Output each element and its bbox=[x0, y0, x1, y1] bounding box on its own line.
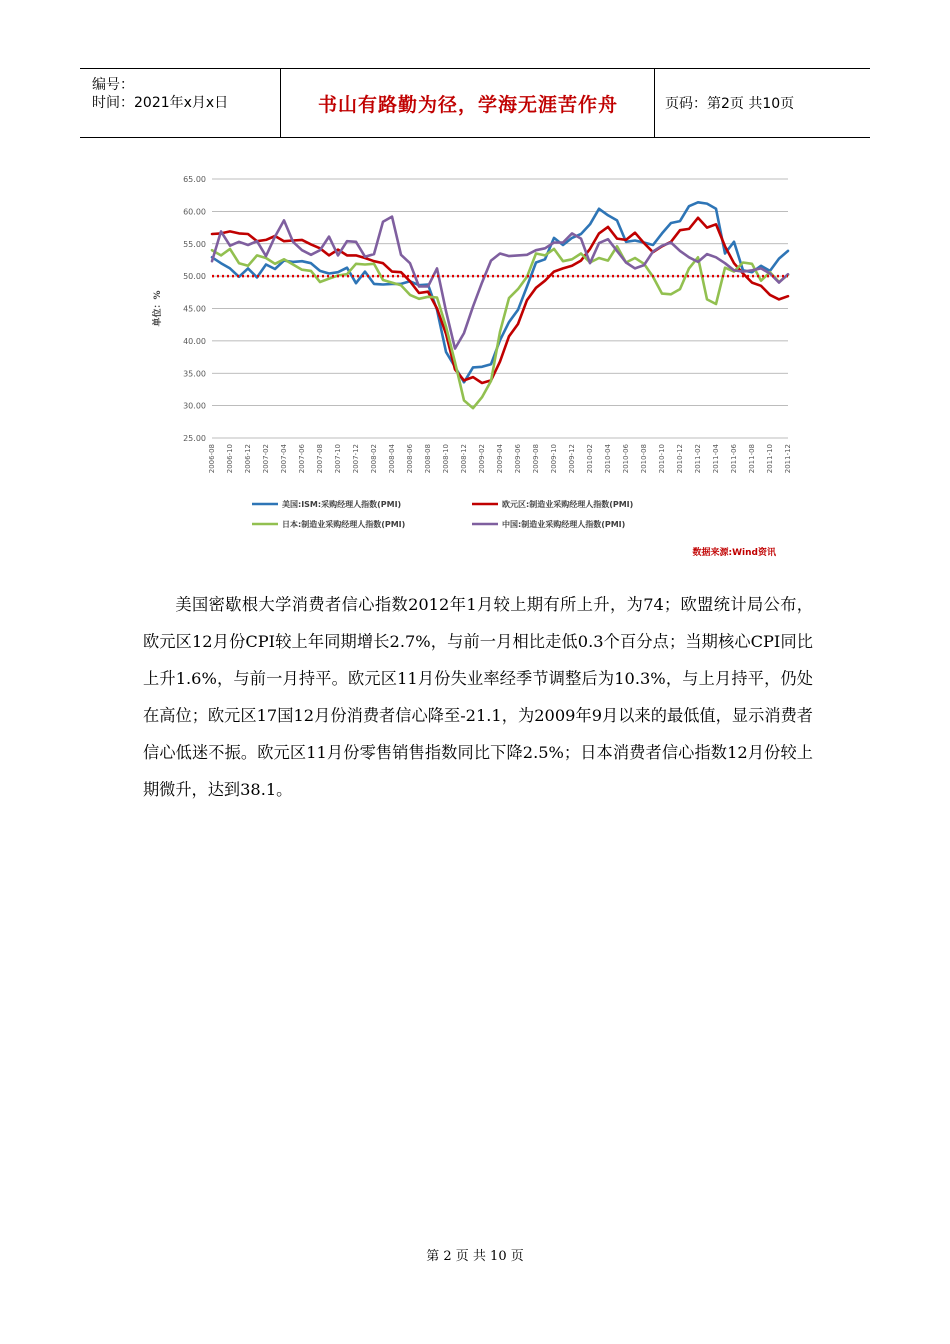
x-tick-label: 2010-12 bbox=[676, 444, 684, 474]
body-text bbox=[143, 586, 813, 808]
x-tick-label: 2007-10 bbox=[334, 444, 342, 474]
y-tick-label: 45.00 bbox=[183, 304, 206, 314]
header-motto: 书山有路勤为径，学海无涯苦作舟 bbox=[282, 69, 655, 137]
x-tick-label: 2011-08 bbox=[748, 444, 756, 474]
x-tick-label: 2007-02 bbox=[262, 444, 270, 474]
legend-entry: 美国:ISM:采购经理人指数(PMI) bbox=[282, 500, 402, 509]
page-header bbox=[80, 68, 870, 138]
y-tick-label: 25.00 bbox=[183, 434, 206, 443]
y-axis-label: 单位：% bbox=[153, 290, 163, 327]
y-tick-label: 40.00 bbox=[183, 336, 206, 346]
pmi-chart-svg bbox=[150, 163, 800, 563]
x-tick-label: 2011-12 bbox=[784, 444, 792, 474]
legend-entry: 中国:制造业采购经理人指数(PMI) bbox=[502, 520, 626, 529]
x-tick-label: 2011-04 bbox=[712, 444, 720, 474]
y-tick-label: 30.00 bbox=[183, 401, 206, 411]
chart-source: 数据来源:Wind资讯 bbox=[692, 548, 776, 558]
document-date: 时间：2021年x月x日 bbox=[92, 95, 229, 111]
x-tick-label: 2007-06 bbox=[298, 444, 306, 474]
x-tick-label: 2006-08 bbox=[208, 444, 216, 474]
y-tick-label: 60.00 bbox=[183, 207, 206, 217]
y-tick-label: 65.00 bbox=[183, 175, 206, 184]
header-meta bbox=[80, 69, 281, 137]
x-tick-label: 2010-02 bbox=[586, 444, 594, 474]
x-tick-label: 2006-10 bbox=[226, 444, 234, 474]
series-line-2 bbox=[212, 218, 788, 383]
legend-entry: 欧元区:制造业采购经理人指数(PMI) bbox=[502, 500, 634, 509]
x-tick-label: 2009-08 bbox=[532, 444, 540, 474]
legend-entry: 日本:制造业采购经理人指数(PMI) bbox=[282, 520, 406, 529]
x-tick-label: 2011-02 bbox=[694, 444, 702, 474]
x-tick-label: 2009-04 bbox=[496, 444, 504, 474]
x-tick-label: 2010-04 bbox=[604, 444, 612, 474]
x-tick-label: 2007-08 bbox=[316, 444, 324, 474]
x-tick-label: 2009-10 bbox=[550, 444, 558, 474]
x-tick-label: 2008-02 bbox=[370, 444, 378, 474]
page-footer: 第 2 页 共 10 页 bbox=[426, 1249, 524, 1264]
pmi-chart bbox=[150, 163, 800, 563]
x-tick-label: 2008-06 bbox=[406, 444, 414, 474]
y-tick-label: 55.00 bbox=[183, 239, 206, 249]
x-tick-label: 2007-04 bbox=[280, 444, 288, 474]
x-tick-label: 2008-10 bbox=[442, 444, 450, 474]
series-line-3 bbox=[212, 246, 788, 408]
x-tick-label: 2010-06 bbox=[622, 444, 630, 474]
header-page-info: 页码：第2页 共10页 bbox=[665, 96, 795, 112]
y-tick-label: 50.00 bbox=[183, 272, 206, 282]
x-tick-label: 2008-12 bbox=[460, 444, 468, 474]
x-tick-label: 2009-06 bbox=[514, 444, 522, 474]
x-tick-label: 2011-10 bbox=[766, 444, 774, 474]
x-tick-label: 2010-10 bbox=[658, 444, 666, 474]
body-paragraph: 美国密歇根大学消费者信心指数2012年1月较上期有所上升，为74；欧盟统计局公布，欧元区12月份CPI较上年同期增长2.7%，与前一月相比走低0.3个百分点；当期核心CPI同比上升1.6%，与前一月持平。欧元区11月份失业率经季节调整后为10.3%，与上月持平，仍处在高位；欧元区17国12月份消费者信心降至-21.1，为2009年9月以来的最低值，显示消费者信心低迷不振。欧元区11月份零售销售指数同比下降2.5%；日本消费者信心指数12月份较上期微升，达到38.1。 bbox=[143, 595, 813, 799]
x-tick-label: 2010-08 bbox=[640, 444, 648, 474]
x-tick-label: 2006-12 bbox=[244, 444, 252, 474]
x-tick-label: 2007-12 bbox=[352, 444, 360, 474]
x-tick-label: 2008-08 bbox=[424, 444, 432, 474]
series-line-1 bbox=[212, 202, 788, 382]
y-tick-label: 35.00 bbox=[183, 369, 206, 379]
x-tick-label: 2008-04 bbox=[388, 444, 396, 474]
x-tick-label: 2009-02 bbox=[478, 444, 486, 474]
x-tick-label: 2011-06 bbox=[730, 444, 738, 474]
x-tick-label: 2009-12 bbox=[568, 444, 576, 474]
document-number-label: 编号： bbox=[92, 77, 134, 93]
